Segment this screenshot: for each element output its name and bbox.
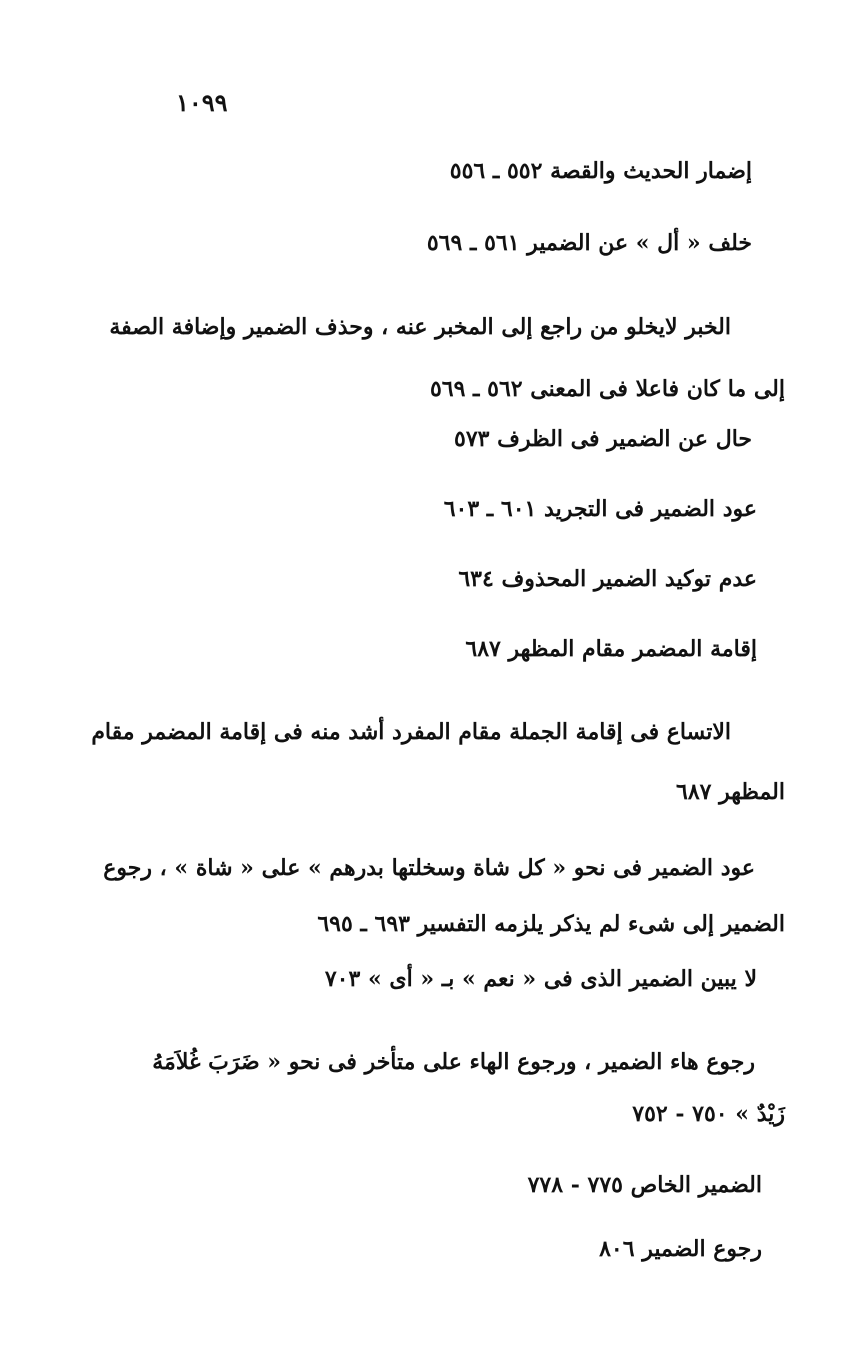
- index-entry-6: عدم توكيد الضمير المحذوف ٦٣٤: [458, 566, 757, 592]
- index-entry-3: [109, 296, 785, 420]
- index-entry-8-line-2: المظهر ٦٨٧: [676, 779, 785, 805]
- index-entry-9-line-2: الضمير إلى شىء لم يذكر يلزمه التفسير ٦٩٣ ـ ٦٩٥: [317, 911, 785, 937]
- index-entry-3-line-1: الخبر لايخلو من راجع إلى المخبر عنه ، وحذف الضمير وإضافة الصفة: [109, 314, 731, 340]
- index-entry-12: الضمير الخاص ٧٧٥ - ٧٧٨: [527, 1172, 762, 1198]
- index-entry-2: خلف « أل » عن الضمير ٥٦١ ـ ٥٦٩: [426, 230, 752, 256]
- index-entry-5: عود الضمير فى التجريد ٦٠١ ـ ٦٠٣: [443, 496, 757, 522]
- index-entry-11-line-1: رجوع هاء الضمير ، ورجوع الهاء على متأخر فى نحو « ضَرَبَ غُلاَمَهُ: [152, 1049, 755, 1075]
- index-entry-11: [125, 1036, 785, 1140]
- index-entry-1: إضمار الحديث والقصة ٥٥٢ ـ ٥٥٦: [449, 158, 752, 184]
- index-entry-8-line-1: الاتساع فى إقامة الجملة مقام المفرد أشد منه فى إقامة المضمر مقام: [91, 719, 731, 745]
- index-entry-9-line-1: عود الضمير فى نحو « كل شاة وسخلتها بدرهم » على « شاة » ، رجوع: [103, 855, 755, 881]
- index-entry-10: لا يبين الضمير الذى فى « نعم » بـ « أى » ٧٠٣: [324, 966, 757, 992]
- index-entry-8: [91, 702, 785, 822]
- index-entry-3-line-2: إلى ما كان فاعلا فى المعنى ٥٦٢ ـ ٥٦٩: [429, 376, 785, 402]
- index-entry-4: حال عن الضمير فى الظرف ٥٧٣: [454, 426, 752, 452]
- index-entry-13: رجوع الضمير ٨٠٦: [599, 1236, 762, 1262]
- page-number: ١٠٩٩: [176, 88, 228, 117]
- index-entry-7: إقامة المضمر مقام المظهر ٦٨٧: [465, 636, 757, 662]
- index-entry-11-line-2: زَيْدٌ » ٧٥٠ - ٧٥٢: [632, 1101, 785, 1127]
- index-entry-9: [103, 840, 785, 952]
